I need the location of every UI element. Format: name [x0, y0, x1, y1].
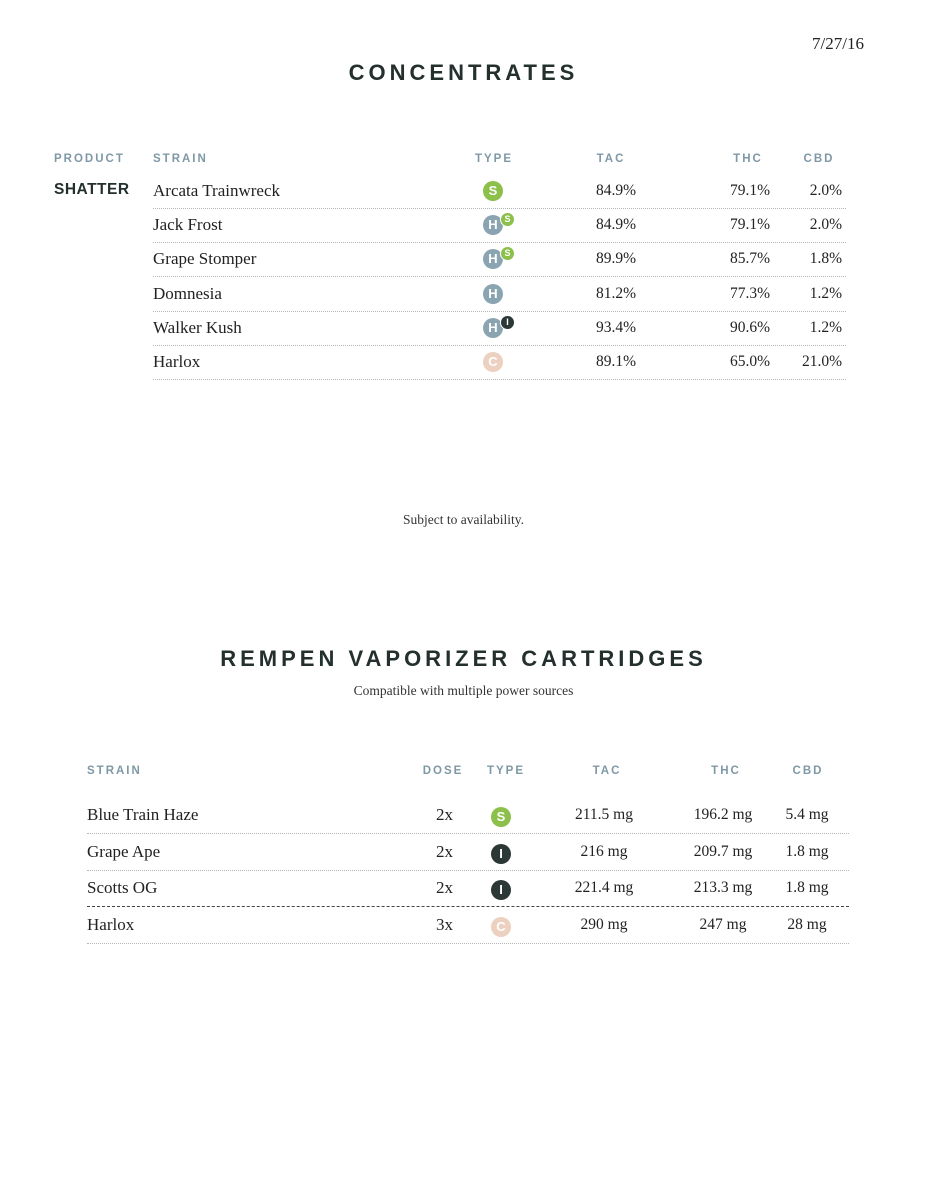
indica-type-icon: I	[491, 880, 511, 900]
column-header-cbd: CBD	[803, 153, 835, 165]
tac-value: 89.9%	[595, 250, 636, 268]
tac-value: 290 mg	[580, 915, 628, 933]
column-header-tac: TAC	[592, 765, 622, 777]
strain-name: Walker Kush	[153, 317, 242, 337]
cbd-value: 2.0%	[809, 182, 842, 199]
cbd-type-icon: C	[491, 917, 511, 937]
dose-value: 3x	[436, 914, 453, 934]
column-header-strain: STRAIN	[153, 153, 208, 165]
strain-name: Scotts OG	[87, 878, 158, 897]
sativa-type-icon: S	[483, 181, 503, 201]
cbd-type-icon: C	[483, 352, 503, 372]
cbd-value: 5.4 mg	[785, 806, 829, 823]
column-header-strain: STRAIN	[87, 765, 142, 777]
tac-value: 93.4%	[595, 318, 636, 336]
hybrid-type-icon: H	[483, 249, 503, 269]
concentrates-title: CONCENTRATES	[348, 60, 579, 85]
indica-secondary-icon: I	[501, 316, 514, 329]
cbd-value: 2.0%	[809, 216, 842, 234]
column-header-type: TYPE	[486, 765, 526, 777]
thc-value: 247 mg	[699, 915, 747, 933]
date-stamp: 7/27/16	[812, 34, 864, 53]
sativa-secondary-icon: S	[501, 213, 514, 226]
cartridges-subtitle: Compatible with multiple power sources	[353, 683, 574, 698]
dose-value: 2x	[436, 805, 453, 824]
thc-value: 85.7%	[729, 250, 770, 268]
hybrid-type-icon: H	[483, 215, 503, 235]
strain-name: Harlox	[153, 352, 201, 371]
column-header-cbd: CBD	[792, 765, 824, 777]
column-header-thc: THC	[733, 153, 763, 165]
sativa-type-icon: S	[491, 807, 511, 827]
tac-value: 81.2%	[595, 284, 636, 302]
thc-value: 77.3%	[729, 284, 770, 302]
column-header-dose: DOSE	[422, 765, 464, 777]
thc-value: 209.7 mg	[693, 842, 753, 860]
tac-value: 89.1%	[595, 353, 636, 370]
strain-name: Grape Ape	[87, 841, 161, 861]
strain-name: Arcata Trainwreck	[153, 181, 280, 200]
tac-value: 84.9%	[595, 216, 636, 234]
cbd-value: 1.2%	[809, 284, 842, 302]
column-header-type: TYPE	[474, 153, 514, 165]
cbd-value: 21.0%	[801, 353, 842, 370]
cbd-value: 1.2%	[809, 318, 842, 336]
thc-value: 65.0%	[729, 353, 770, 370]
strain-name: Blue Train Haze	[87, 805, 199, 824]
strain-name: Domnesia	[153, 283, 222, 303]
cbd-value: 1.8 mg	[785, 879, 829, 896]
thc-value: 79.1%	[729, 216, 770, 234]
cbd-value: 1.8 mg	[785, 842, 829, 860]
thc-value: 90.6%	[729, 318, 770, 336]
sativa-secondary-icon: S	[501, 247, 514, 260]
tac-value: 84.9%	[595, 182, 636, 199]
product-label-shatter: SHATTER	[54, 181, 130, 198]
column-header-thc: THC	[711, 765, 741, 777]
availability-note: Subject to availability.	[403, 512, 524, 527]
dose-value: 2x	[436, 841, 453, 861]
thc-value: 79.1%	[729, 182, 770, 199]
cbd-value: 1.8%	[809, 250, 842, 268]
cartridges-title: REMPEN VAPORIZER CARTRIDGES	[220, 646, 707, 671]
column-header-tac: TAC	[596, 153, 626, 165]
hybrid-type-icon: H	[483, 284, 503, 304]
tac-value: 216 mg	[580, 842, 628, 860]
cbd-value: 28 mg	[787, 915, 827, 933]
strain-name: Jack Frost	[153, 215, 223, 235]
strain-name: Harlox	[87, 914, 135, 934]
indica-type-icon: I	[491, 844, 511, 864]
hybrid-type-icon: H	[483, 318, 503, 338]
thc-value: 213.3 mg	[693, 879, 753, 896]
tac-value: 221.4 mg	[574, 879, 634, 896]
dose-value: 2x	[436, 878, 453, 897]
strain-name: Grape Stomper	[153, 249, 257, 269]
column-header-product: PRODUCT	[54, 153, 125, 165]
thc-value: 196.2 mg	[693, 806, 753, 823]
tac-value: 211.5 mg	[575, 806, 633, 823]
